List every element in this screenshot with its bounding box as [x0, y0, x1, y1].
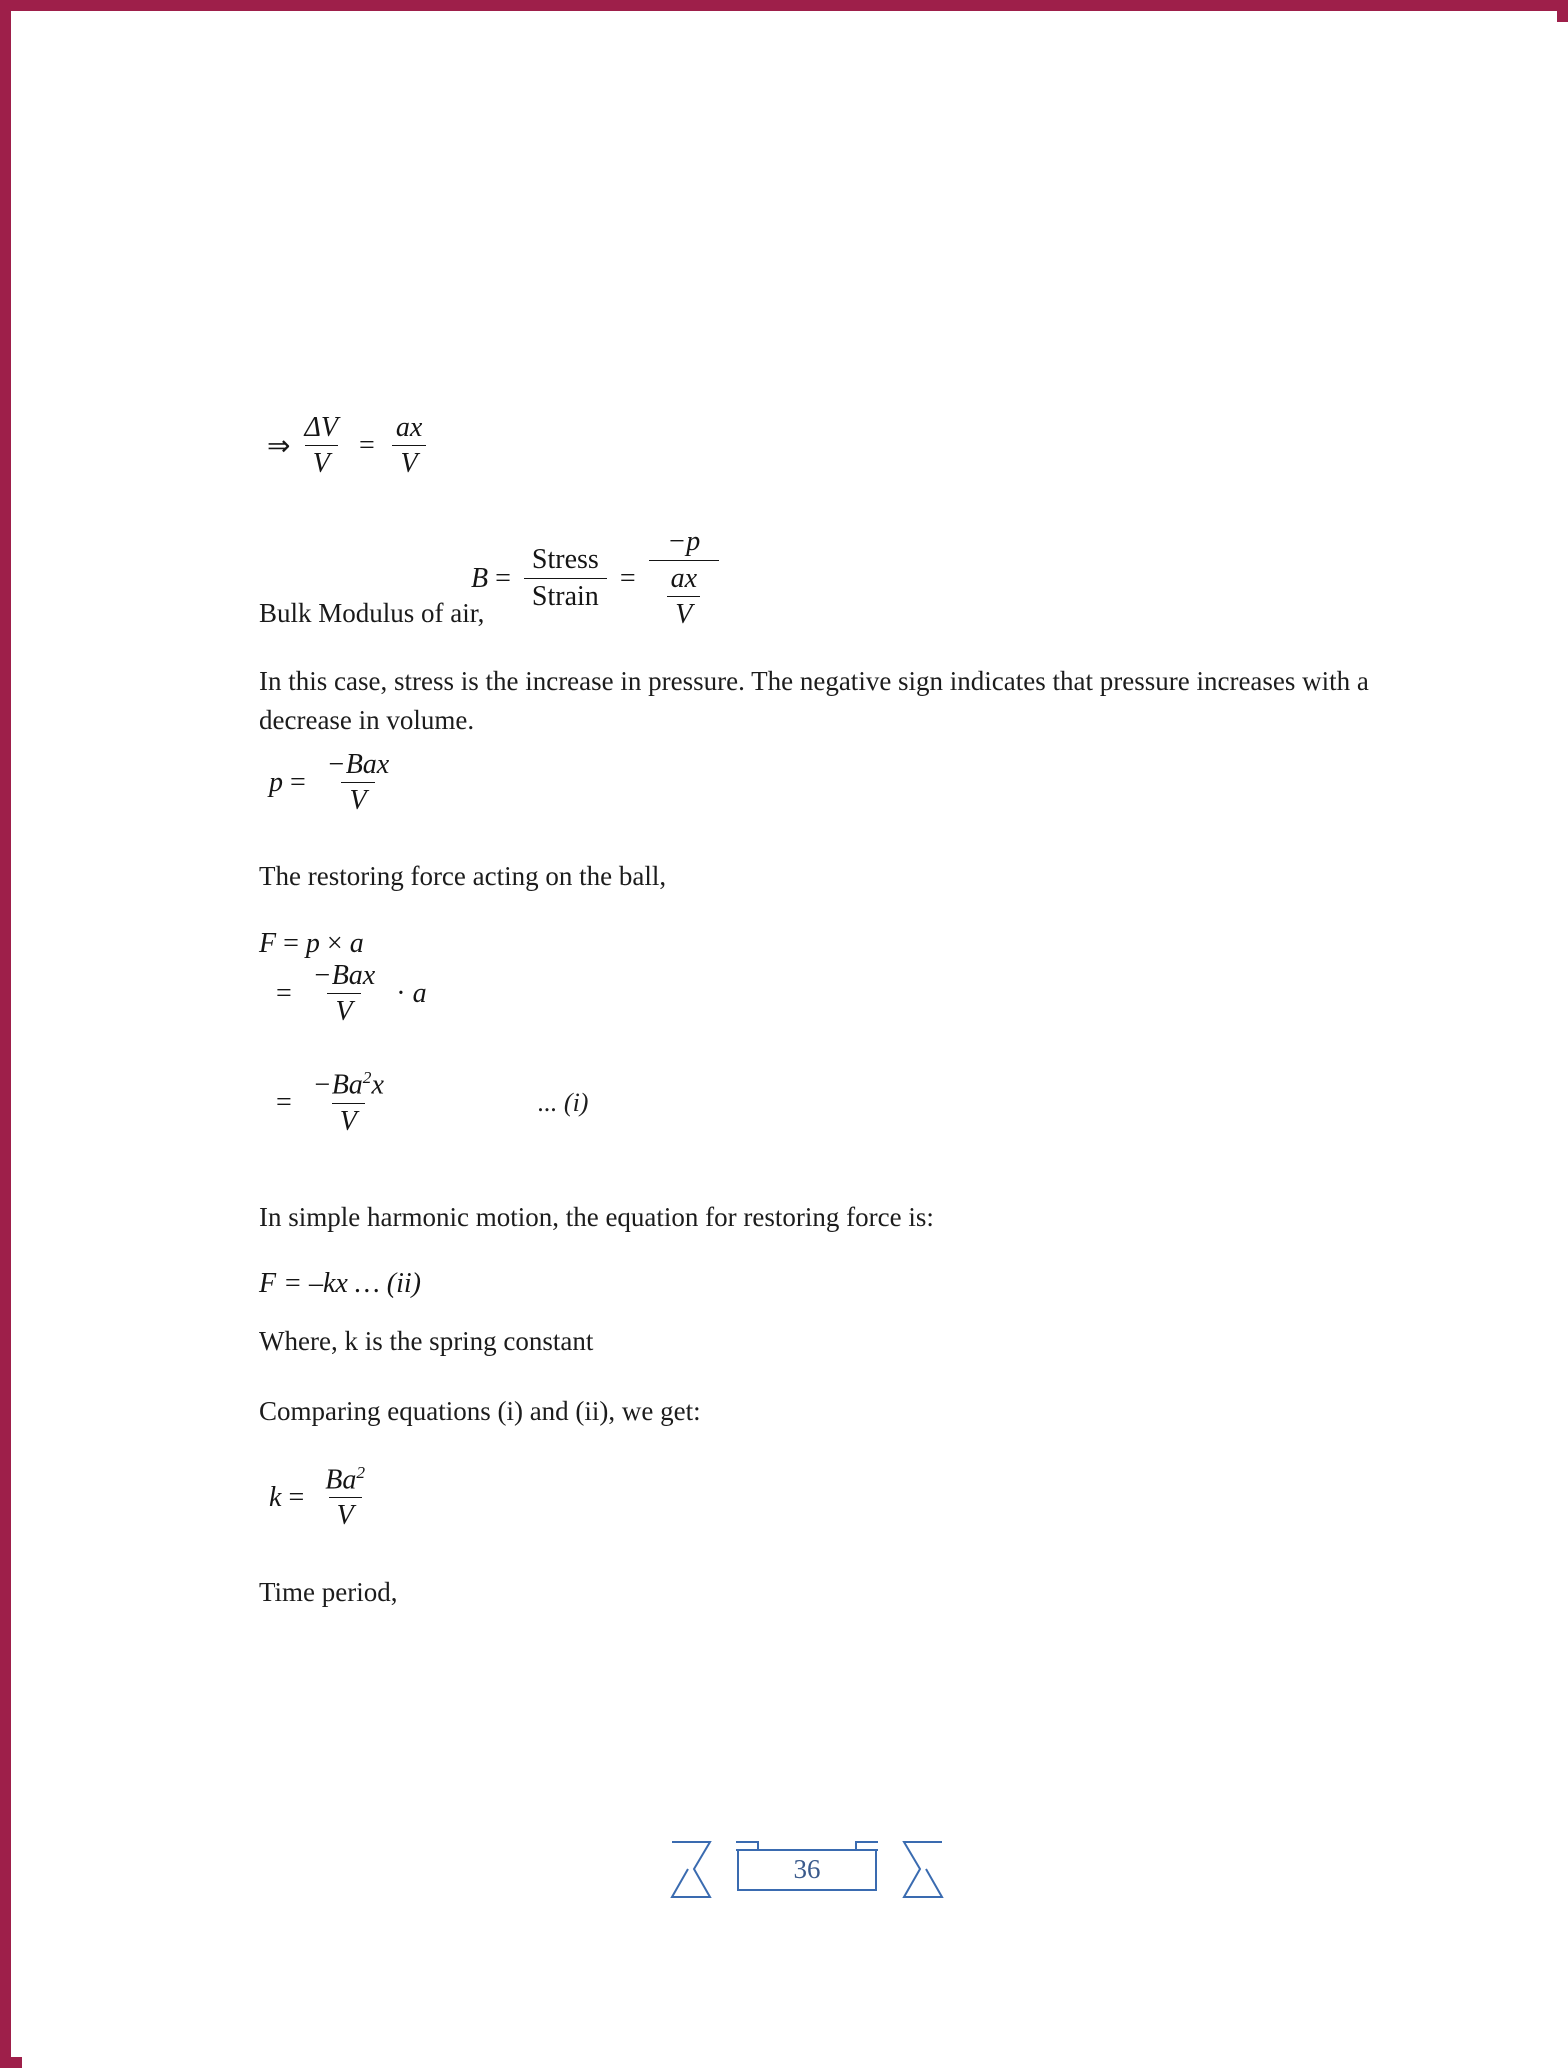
numerator-exponent: 2: [356, 1462, 366, 1482]
equation-bulk-modulus-math: [471, 526, 725, 631]
equals-sign: =: [290, 767, 306, 799]
multiplication-sign: ×: [326, 927, 343, 959]
equation-pressure: [269, 749, 1369, 817]
equation-force-line-3: [269, 1068, 1369, 1138]
document-body: [259, 412, 1369, 1621]
symbol-a: a: [349, 927, 364, 959]
numerator-base: Ba: [325, 1464, 357, 1496]
fraction-numerator: [317, 1463, 373, 1498]
fraction-denominator: V: [305, 445, 338, 480]
equation-spring-constant: [269, 1463, 1369, 1533]
numerator-exponent: 2: [362, 1068, 372, 1088]
equals-sign: =: [619, 562, 636, 594]
equation-force-line-2-math: [269, 960, 427, 1028]
restoring-force-intro-paragraph: The restoring force acting on the ball,: [259, 861, 667, 892]
comparing-equations-paragraph: Comparing equations (i) and (ii), we get:: [259, 1396, 701, 1427]
equation-force-line-2: [269, 960, 1369, 1028]
fraction-denominator: V: [332, 1103, 365, 1138]
fraction-denominator: V: [392, 445, 425, 480]
fraction-minus-ba2x-over-v: [305, 1068, 392, 1138]
symbol-b: B: [471, 562, 489, 594]
fraction-numerator: Stress: [531, 544, 599, 576]
fraction-delta-v-over-v: [296, 412, 346, 480]
page-canvas: [22, 22, 1568, 2068]
fraction-numerator: −Bax: [312, 959, 376, 991]
fraction-ba2-over-v: [317, 1463, 373, 1533]
fraction-denominator: Strain: [524, 578, 607, 613]
fraction-denominator: [649, 560, 719, 631]
fraction-denominator: V: [667, 596, 700, 631]
equation-pressure-math: [269, 749, 403, 817]
equation-shm-force: [259, 1268, 1369, 1300]
spring-constant-note-paragraph: Where, k is the spring constant: [259, 1326, 594, 1357]
fraction-numerator: −Bax: [326, 749, 390, 781]
fraction-minus-bax-over-v: [305, 960, 383, 1028]
fraction-stress-over-strain: [524, 544, 607, 612]
fraction-denominator: V: [341, 782, 374, 817]
fraction-numerator: ΔV: [304, 412, 339, 443]
equation-delta-volume-ratio: [267, 412, 1369, 480]
symbol-f: F: [259, 927, 277, 959]
implies-arrow-icon: ⇒: [267, 431, 291, 463]
equals-sign: =: [283, 927, 299, 959]
fraction-denominator: V: [329, 1497, 362, 1532]
fraction-numerator: ax: [670, 562, 698, 594]
equation-tag-i: ... (i): [537, 1087, 589, 1117]
fraction-numerator: [305, 1068, 392, 1103]
equals-sign: =: [276, 977, 292, 1009]
equation-delta-volume-ratio-math: [267, 412, 436, 480]
numerator-base: −Ba: [312, 1069, 363, 1101]
page-number: 36: [793, 1854, 821, 1884]
equation-spring-constant-math: [269, 1463, 379, 1533]
equals-sign: =: [276, 1086, 292, 1118]
equals-sign: =: [495, 562, 511, 594]
fraction-minus-p-over-ax-v: [649, 526, 719, 631]
symbol-k: k: [269, 1481, 282, 1513]
fraction-numerator: −p: [667, 526, 701, 558]
equals-sign: =: [288, 1481, 305, 1513]
bulk-modulus-label: Bulk Modulus of air,: [259, 598, 485, 629]
equation-shm-force-math: F = –kx … (ii): [259, 1268, 421, 1300]
nested-fraction-ax-over-v: [663, 563, 705, 631]
equals-sign: =: [359, 430, 375, 462]
equation-force-line-3-math: [269, 1068, 398, 1138]
fraction-denominator: V: [327, 993, 360, 1028]
equation-bulk-modulus: [471, 526, 725, 631]
fraction-minus-bax-over-v: [319, 749, 397, 817]
numerator-variable: x: [371, 1069, 384, 1101]
equation-force-line-1: [259, 928, 1369, 960]
symbol-p: p: [305, 927, 320, 959]
bulk-modulus-block: [259, 520, 1369, 640]
fraction-ax-over-v: [388, 412, 430, 480]
symbol-a: a: [412, 977, 427, 1009]
shm-intro-paragraph: In simple harmonic motion, the equation for restoring force is:: [259, 1201, 934, 1232]
page-number-ribbon: [662, 1822, 952, 1917]
dot-operator: ·: [396, 977, 406, 1009]
stress-note-paragraph: In this case, stress is the increase in pressure. The negative sign indicates that pressure increases with a decrease in volume.: [259, 666, 1369, 735]
fraction-numerator: ax: [395, 412, 423, 443]
symbol-p: p: [269, 767, 283, 799]
time-period-label: Time period,: [259, 1576, 398, 1607]
equation-force-line-1-math: [259, 928, 364, 960]
